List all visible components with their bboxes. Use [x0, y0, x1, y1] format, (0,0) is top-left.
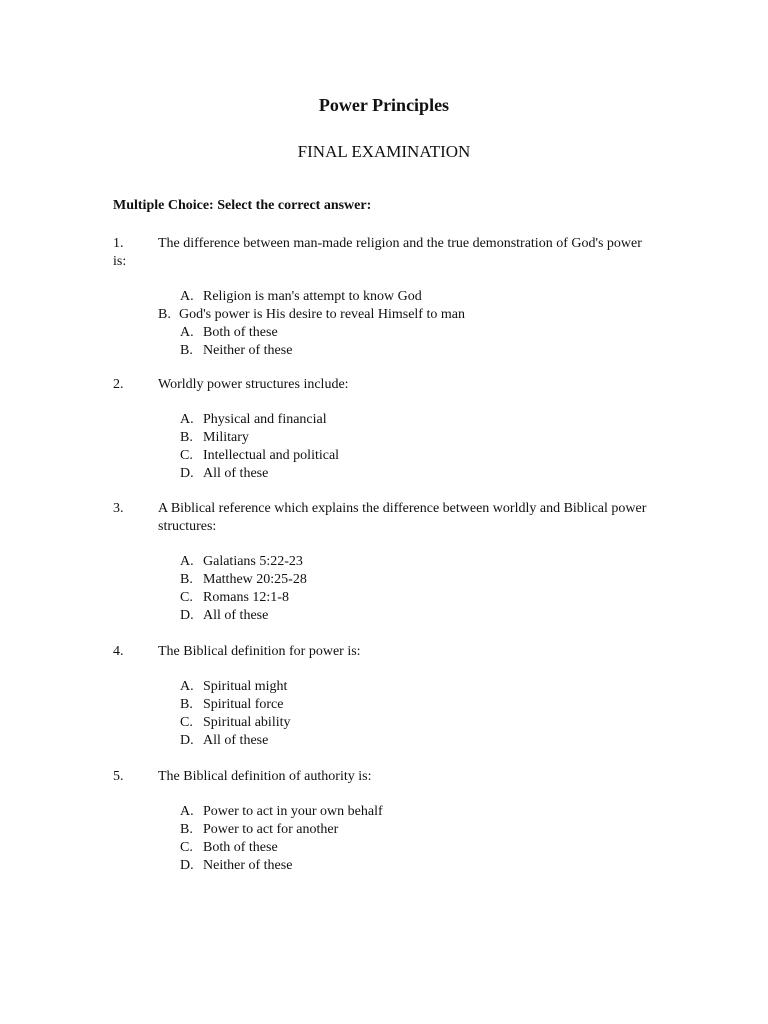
option-text: Military [203, 430, 249, 445]
answer-option[interactable] [113, 696, 653, 714]
question-number: 5. [113, 769, 124, 784]
option-letter: B. [180, 572, 193, 587]
option-text: Matthew 20:25-28 [203, 572, 307, 587]
option-letter: B. [180, 430, 193, 445]
option-text: Both of these [203, 840, 278, 855]
answer-options [113, 288, 653, 360]
option-letter: B. [180, 697, 193, 712]
option-text: Galatians 5:22-23 [203, 554, 303, 569]
answer-option[interactable] [113, 553, 653, 571]
question-1 [113, 235, 653, 360]
answer-option[interactable] [113, 803, 653, 821]
answer-options [113, 553, 653, 625]
option-text: Neither of these [203, 858, 293, 873]
answer-option[interactable] [113, 465, 653, 483]
question-4 [113, 643, 653, 750]
option-text: Spiritual ability [203, 715, 291, 730]
option-letter: D. [180, 858, 194, 873]
option-text: Religion is man's attempt to know God [203, 289, 422, 304]
answer-option[interactable] [113, 821, 653, 839]
option-letter: A. [180, 289, 194, 304]
question-5 [113, 768, 653, 875]
answer-option[interactable] [113, 678, 653, 696]
option-letter: C. [180, 590, 193, 605]
option-text: Neither of these [203, 343, 293, 358]
question-text: The difference between man-made religion and the true demonstration of God's power is: [113, 236, 642, 269]
instructions-heading: Multiple Choice: Select the correct answer: [113, 198, 372, 213]
option-letter: A. [180, 554, 194, 569]
option-letter: A. [180, 325, 194, 340]
option-text: Spiritual force [203, 697, 284, 712]
option-letter: A. [180, 412, 194, 427]
option-text: Power to act in your own behalf [203, 804, 383, 819]
option-letter: D. [180, 733, 194, 748]
question-2 [113, 376, 653, 483]
option-text: Power to act for another [203, 822, 339, 837]
question-number: 1. [113, 236, 124, 251]
option-text: Physical and financial [203, 412, 327, 427]
option-letter: A. [180, 804, 194, 819]
answer-option[interactable] [113, 342, 653, 360]
question-3 [113, 500, 653, 625]
page-title: Power Principles [318, 95, 450, 115]
answer-option[interactable] [113, 306, 653, 324]
answer-option[interactable] [113, 447, 653, 465]
page-subtitle: FINAL EXAMINATION [297, 142, 471, 161]
answer-option[interactable] [113, 324, 653, 342]
answer-option[interactable] [113, 288, 653, 306]
answer-options [113, 411, 653, 483]
option-letter: C. [180, 840, 193, 855]
option-text: All of these [203, 733, 269, 748]
option-letter: C. [180, 715, 193, 730]
answer-options [113, 803, 653, 875]
option-letter: B. [180, 822, 193, 837]
option-text: God's power is His desire to reveal Himself to man [179, 307, 465, 322]
question-text: The Biblical definition of authority is: [158, 769, 372, 784]
answer-options [113, 678, 653, 750]
answer-option[interactable] [113, 411, 653, 429]
question-text: The Biblical definition for power is: [158, 644, 361, 659]
option-letter: D. [180, 608, 194, 623]
question-text: Worldly power structures include: [158, 377, 349, 392]
option-letter: B. [180, 343, 193, 358]
answer-option[interactable] [113, 732, 653, 750]
answer-option[interactable] [113, 714, 653, 732]
question-text: A Biblical reference which explains the difference between worldly and Biblical power structures: [158, 501, 647, 534]
option-text: All of these [203, 608, 269, 623]
option-letter: A. [180, 679, 194, 694]
option-text: All of these [203, 466, 269, 481]
option-text: Intellectual and political [203, 448, 340, 463]
option-text: Romans 12:1-8 [203, 590, 289, 605]
answer-option[interactable] [113, 607, 653, 625]
answer-option[interactable] [113, 857, 653, 875]
question-number: 2. [113, 377, 124, 392]
option-text: Both of these [203, 325, 278, 340]
answer-option[interactable] [113, 839, 653, 857]
answer-option[interactable] [113, 589, 653, 607]
question-number: 3. [113, 501, 124, 516]
option-letter: B. [158, 307, 171, 322]
option-letter: C. [180, 448, 193, 463]
option-letter: D. [180, 466, 194, 481]
question-number: 4. [113, 644, 124, 659]
answer-option[interactable] [113, 571, 653, 589]
option-text: Spiritual might [203, 679, 288, 694]
answer-option[interactable] [113, 429, 653, 447]
